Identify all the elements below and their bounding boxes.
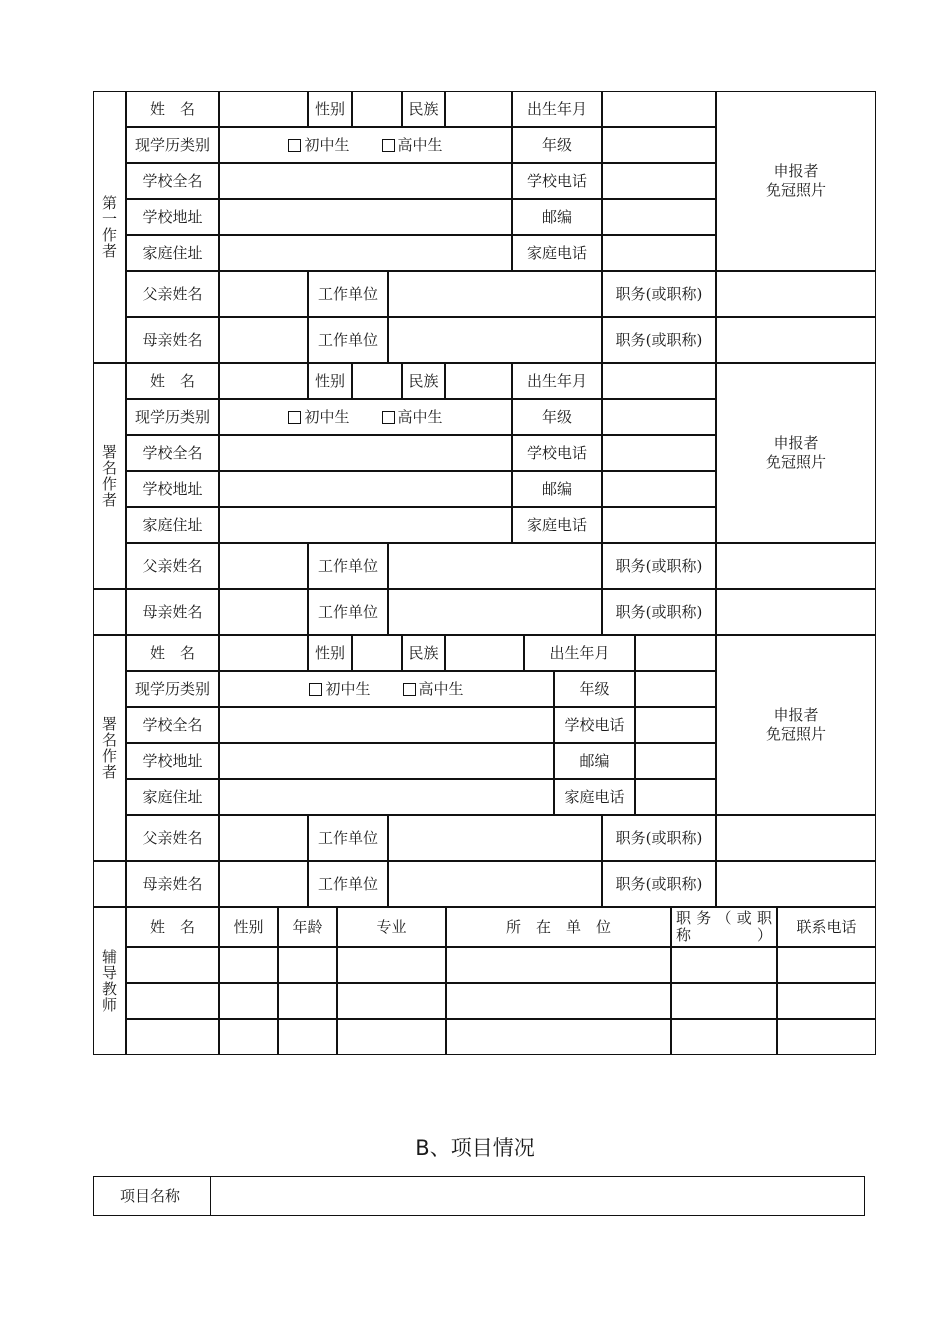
option-senior-label: 高中生: [418, 679, 464, 698]
edu-type-label: 现学历类别: [126, 671, 219, 707]
home-address-field[interactable]: [219, 235, 512, 271]
father-workplace-field[interactable]: [388, 543, 602, 589]
postcode-label: 邮编: [554, 743, 635, 779]
mother-position-field[interactable]: [716, 589, 876, 635]
advisor-phone-header: 联系电话: [777, 907, 876, 947]
advisor-cell[interactable]: [446, 1019, 671, 1055]
grade-field[interactable]: [635, 671, 716, 707]
father-workplace-label: 工作单位: [308, 543, 388, 589]
author-role-label: [93, 91, 126, 363]
advisor-gender-header: 性别: [219, 907, 278, 947]
school-phone-field[interactable]: [635, 707, 716, 743]
mother-position-field[interactable]: [716, 317, 876, 363]
option-senior[interactable]: [382, 136, 443, 155]
advisor-cell[interactable]: [278, 1019, 337, 1055]
advisor-cell[interactable]: [777, 1019, 876, 1055]
photo-label-line2: 免冠照片: [765, 725, 826, 743]
father-workplace-label: 工作单位: [308, 271, 388, 317]
mother-name-field[interactable]: [219, 861, 308, 907]
option-junior-label: 初中生: [304, 407, 350, 426]
home-phone-label: 家庭电话: [512, 235, 602, 271]
name-field[interactable]: [219, 91, 308, 127]
photo-box: [716, 635, 876, 815]
birth-field[interactable]: [602, 363, 716, 399]
checkbox-icon[interactable]: [309, 683, 322, 696]
home-phone-field[interactable]: [602, 235, 716, 271]
father-workplace-field[interactable]: [388, 271, 602, 317]
school-phone-label: 学校电话: [554, 707, 635, 743]
home-address-field[interactable]: [219, 779, 554, 815]
father-position-field[interactable]: [716, 815, 876, 861]
photo-label-line1: 申报者: [773, 434, 819, 453]
grade-label: 年级: [512, 399, 602, 435]
father-position-field[interactable]: [716, 543, 876, 589]
mother-workplace-field[interactable]: [388, 861, 602, 907]
postcode-field[interactable]: [602, 199, 716, 235]
edu-type-options: [219, 399, 512, 435]
advisor-major-header: 专业: [337, 907, 446, 947]
photo-box: [716, 91, 876, 271]
photo-box: [716, 363, 876, 543]
mother-name-label: 母亲姓名: [126, 861, 219, 907]
father-position-label: 职务(或职称): [602, 543, 716, 589]
advisor-cell[interactable]: [337, 983, 446, 1019]
school-name-label: 学校全名: [126, 163, 219, 199]
gender-field[interactable]: [352, 91, 402, 127]
advisor-cell[interactable]: [337, 947, 446, 983]
school-address-field[interactable]: [219, 199, 512, 235]
option-senior-label: 高中生: [397, 135, 443, 154]
father-position-field[interactable]: [716, 271, 876, 317]
photo-label-line1: 申报者: [773, 162, 819, 181]
school-address-label: 学校地址: [126, 471, 219, 507]
advisor-cell[interactable]: [777, 983, 876, 1019]
gender-label: 性别: [308, 91, 352, 127]
postcode-field[interactable]: [602, 471, 716, 507]
advisor-role-label: [93, 907, 126, 1055]
author-role-label: [93, 363, 126, 589]
advisor-cell[interactable]: [219, 947, 278, 983]
home-address-label: 家庭住址: [126, 507, 219, 543]
school-address-label: 学校地址: [126, 199, 219, 235]
birth-label: 出生年月: [524, 635, 635, 671]
section-b-title: B、项目情况: [415, 1136, 535, 1160]
mother-name-field[interactable]: [219, 589, 308, 635]
option-senior-label: 高中生: [397, 407, 443, 426]
father-name-label: 父亲姓名: [126, 543, 219, 589]
checkbox-icon[interactable]: [382, 411, 395, 424]
name-field[interactable]: [219, 363, 308, 399]
advisor-cell[interactable]: [219, 983, 278, 1019]
birth-label: 出生年月: [512, 363, 602, 399]
mother-position-field[interactable]: [716, 861, 876, 907]
ethnicity-label: 民族: [402, 635, 445, 671]
father-name-field[interactable]: [219, 543, 308, 589]
birth-field[interactable]: [602, 91, 716, 127]
advisor-cell[interactable]: [337, 1019, 446, 1055]
name-label: 姓 名: [126, 363, 219, 399]
advisor-cell[interactable]: [671, 947, 777, 983]
mother-name-field[interactable]: [219, 317, 308, 363]
ethnicity-label: 民族: [402, 91, 445, 127]
school-name-field[interactable]: [219, 163, 512, 199]
home-address-label: 家庭住址: [126, 235, 219, 271]
gender-label: 性别: [308, 363, 352, 399]
father-workplace-field[interactable]: [388, 815, 602, 861]
option-senior[interactable]: [403, 680, 464, 699]
author-role-text: 署名作者: [100, 716, 118, 780]
home-phone-field[interactable]: [602, 507, 716, 543]
school-address-field[interactable]: [219, 471, 512, 507]
postcode-field[interactable]: [635, 743, 716, 779]
father-name-field[interactable]: [219, 271, 308, 317]
ethnicity-field[interactable]: [445, 363, 512, 399]
name-label: 姓 名: [126, 635, 219, 671]
advisor-position-header: 职务（或职称）: [671, 907, 777, 947]
checkbox-icon[interactable]: [288, 139, 301, 152]
advisor-unit-header: 所 在 单 位: [446, 907, 671, 947]
edu-type-options: [219, 671, 554, 707]
advisor-role-text: 辅导教师: [100, 949, 118, 1013]
school-name-field[interactable]: [219, 707, 554, 743]
ethnicity-label: 民族: [402, 363, 445, 399]
grade-field[interactable]: [602, 127, 716, 163]
home-phone-field[interactable]: [635, 779, 716, 815]
option-senior[interactable]: [382, 408, 443, 427]
advisor-name-header: 姓 名: [126, 907, 219, 947]
school-phone-field[interactable]: [602, 163, 716, 199]
gender-label: 性别: [308, 635, 352, 671]
school-name-label: 学校全名: [126, 707, 219, 743]
mother-workplace-label: 工作单位: [308, 589, 388, 635]
mother-name-label: 母亲姓名: [126, 589, 219, 635]
father-position-label: 职务(或职称): [602, 815, 716, 861]
father-name-label: 父亲姓名: [126, 271, 219, 317]
mother-position-label: 职务(或职称): [602, 589, 716, 635]
school-name-field[interactable]: [219, 435, 512, 471]
edu-type-label: 现学历类别: [126, 399, 219, 435]
postcode-label: 邮编: [512, 199, 602, 235]
mother-workplace-field[interactable]: [388, 317, 602, 363]
name-label: 姓 名: [126, 91, 219, 127]
project-name-label: 项目名称: [93, 1176, 211, 1216]
school-phone-label: 学校电话: [512, 435, 602, 471]
grade-field[interactable]: [602, 399, 716, 435]
advisor-cell[interactable]: [671, 1019, 777, 1055]
mother-position-label: 职务(或职称): [602, 317, 716, 363]
project-name-field[interactable]: [210, 1176, 865, 1216]
advisor-cell[interactable]: [126, 947, 219, 983]
father-position-label: 职务(或职称): [602, 271, 716, 317]
advisor-cell[interactable]: [777, 947, 876, 983]
advisor-cell[interactable]: [671, 983, 777, 1019]
school-address-label: 学校地址: [126, 743, 219, 779]
school-phone-field[interactable]: [602, 435, 716, 471]
mother-position-label: 职务(或职称): [602, 861, 716, 907]
advisor-cell[interactable]: [126, 1019, 219, 1055]
father-workplace-label: 工作单位: [308, 815, 388, 861]
advisor-cell[interactable]: [126, 983, 219, 1019]
edu-type-label: 现学历类别: [126, 127, 219, 163]
author-role-text: 署名作者: [100, 444, 118, 508]
advisor-cell[interactable]: [278, 947, 337, 983]
grade-label: 年级: [512, 127, 602, 163]
author-role-spacer: [93, 861, 126, 907]
mother-workplace-label: 工作单位: [308, 861, 388, 907]
birth-label: 出生年月: [512, 91, 602, 127]
school-name-label: 学校全名: [126, 435, 219, 471]
home-phone-label: 家庭电话: [554, 779, 635, 815]
ethnicity-field[interactable]: [445, 635, 524, 671]
author-role-spacer: [93, 589, 126, 635]
father-name-label: 父亲姓名: [126, 815, 219, 861]
advisor-cell[interactable]: [219, 1019, 278, 1055]
postcode-label: 邮编: [512, 471, 602, 507]
checkbox-icon[interactable]: [382, 139, 395, 152]
option-junior-label: 初中生: [325, 679, 371, 698]
grade-label: 年级: [554, 671, 635, 707]
advisor-cell[interactable]: [278, 983, 337, 1019]
checkbox-icon[interactable]: [288, 411, 301, 424]
home-address-field[interactable]: [219, 507, 512, 543]
option-junior-label: 初中生: [304, 135, 350, 154]
school-phone-label: 学校电话: [512, 163, 602, 199]
father-name-field[interactable]: [219, 815, 308, 861]
author-role-text: 第一作者: [100, 195, 118, 259]
gender-field[interactable]: [352, 635, 402, 671]
mother-name-label: 母亲姓名: [126, 317, 219, 363]
author-role-label: [93, 635, 126, 861]
advisor-cell[interactable]: [446, 947, 671, 983]
option-junior[interactable]: [288, 136, 349, 155]
photo-label-line2: 免冠照片: [765, 453, 826, 471]
edu-type-options: [219, 127, 512, 163]
photo-label-line1: 申报者: [773, 706, 819, 725]
photo-label-line2: 免冠照片: [765, 181, 826, 199]
advisor-cell[interactable]: [446, 983, 671, 1019]
home-phone-label: 家庭电话: [512, 507, 602, 543]
mother-workplace-label: 工作单位: [308, 317, 388, 363]
checkbox-icon[interactable]: [403, 683, 416, 696]
name-field[interactable]: [219, 635, 308, 671]
ethnicity-field[interactable]: [445, 91, 512, 127]
option-junior[interactable]: [288, 408, 349, 427]
advisor-age-header: 年龄: [278, 907, 337, 947]
mother-workplace-field[interactable]: [388, 589, 602, 635]
option-junior[interactable]: [309, 680, 370, 699]
home-address-label: 家庭住址: [126, 779, 219, 815]
birth-field[interactable]: [635, 635, 716, 671]
gender-field[interactable]: [352, 363, 402, 399]
school-address-field[interactable]: [219, 743, 554, 779]
